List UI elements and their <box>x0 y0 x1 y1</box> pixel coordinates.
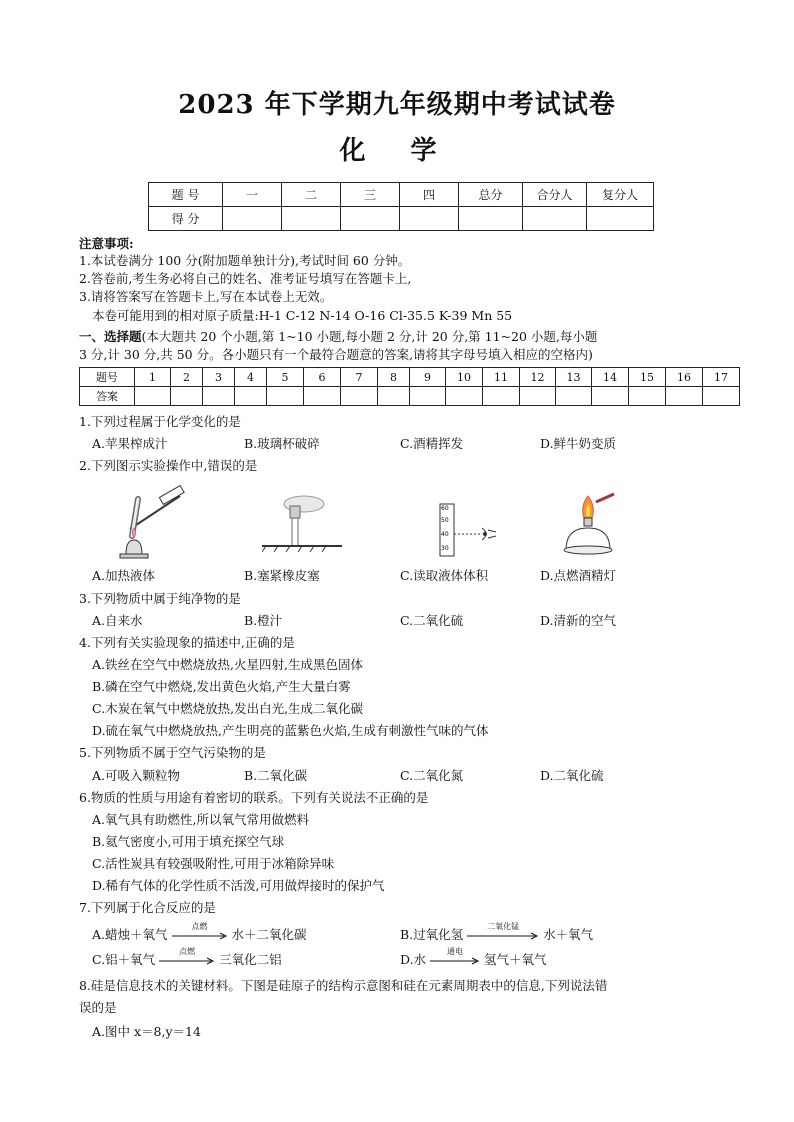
products: 水＋氧气 <box>543 927 594 942</box>
question-4-stem: 4.下列有关实验现象的描述中,正确的是 <box>79 635 295 650</box>
question-1-stem: 1.下列过程属于化学变化的是 <box>79 414 241 429</box>
score-header-cell: 四 <box>400 183 459 207</box>
q6-option-b: B.氦气密度小,可用于填充探空气球 <box>92 834 285 849</box>
atomic-mass-note: 本卷可能用到的相对原子质量:H-1 C-12 N-14 O-16 Cl-35.5 K-39 Mn 55 <box>92 308 513 323</box>
tick-label: 30 <box>441 545 449 552</box>
score-table <box>148 182 654 231</box>
note-item: 2.答卷前,考生务必将自己的姓名、准考证号填写在答题卡上, <box>79 271 412 286</box>
question-5-stem: 5.下列物质不属于空气污染物的是 <box>79 745 266 760</box>
answer-cell[interactable] <box>135 387 171 406</box>
answer-row-label: 答案 <box>80 387 135 406</box>
q1-option-b: B.玻璃杯破碎 <box>244 436 320 451</box>
q4-option-c: C.木炭在氧气中燃烧放热,发出白光,生成二氧化碳 <box>92 701 364 716</box>
q7-option-a <box>92 921 307 943</box>
q4-option-d: D.硫在氧气中燃烧放热,产生明亮的蓝紫色火焰,生成有刺激性气味的气体 <box>92 723 489 738</box>
reaction-arrow <box>159 946 215 967</box>
answer-number-cell: 4 <box>235 368 267 387</box>
page-title: 2023 年下学期九年级期中考试试卷 <box>178 90 616 120</box>
answer-number-cell: 2 <box>171 368 203 387</box>
answer-table <box>79 367 740 406</box>
score-header-cell: 题 号 <box>149 183 223 207</box>
reactants: D.水 <box>400 952 427 967</box>
score-header-cell: 二 <box>282 183 341 207</box>
answer-number-cell: 14 <box>592 368 629 387</box>
answer-number-cell: 17 <box>703 368 740 387</box>
q8-option-a: A.图中 x＝8,y＝14 <box>92 1024 201 1039</box>
answer-number-cell: 11 <box>483 368 520 387</box>
answer-number-cell: 1 <box>135 368 171 387</box>
score-header-cell: 复分人 <box>587 183 654 207</box>
answer-cell[interactable] <box>446 387 483 406</box>
answer-number-cell: 12 <box>520 368 556 387</box>
answer-cell[interactable] <box>304 387 341 406</box>
section-label: 一、选择题 <box>79 329 142 344</box>
arrow-icon <box>430 955 480 967</box>
stopper-figure <box>262 486 342 556</box>
arrow-icon <box>159 955 215 967</box>
tick-label: 50 <box>441 517 449 524</box>
answer-number-cell: 13 <box>556 368 592 387</box>
answer-number-cell: 9 <box>410 368 446 387</box>
question-3-stem: 3.下列物质中属于纯净物的是 <box>79 591 241 606</box>
q5-option-a: A.可吸入颗粒物 <box>92 768 181 783</box>
arrow-icon <box>172 930 228 942</box>
q5-option-b: B.二氧化碳 <box>244 768 308 783</box>
answer-number-cell: 5 <box>267 368 304 387</box>
reaction-condition: 点燃 <box>179 946 196 956</box>
answer-number-cell: 8 <box>378 368 410 387</box>
reactants: A.蜡烛＋氧气 <box>92 927 168 942</box>
tick-label: 40 <box>441 531 449 538</box>
score-cell[interactable] <box>282 207 341 231</box>
answer-cell[interactable] <box>483 387 520 406</box>
reaction-arrow <box>467 921 539 942</box>
answer-number-cell: 6 <box>304 368 341 387</box>
answer-cell[interactable] <box>629 387 666 406</box>
arrow-icon <box>467 930 539 942</box>
note-item: 3.请将答案写在答题卡上,写在本试卷上无效。 <box>79 289 333 304</box>
answer-cell[interactable] <box>267 387 304 406</box>
q6-option-d: D.稀有气体的化学性质不活泼,可用做焊接时的保护气 <box>92 878 385 893</box>
q2-option-b: B.塞紧橡皮塞 <box>244 568 320 583</box>
score-cell[interactable] <box>459 207 523 231</box>
answer-cell[interactable] <box>703 387 740 406</box>
score-cell[interactable] <box>223 207 282 231</box>
products: 三氧化二铝 <box>219 952 282 967</box>
answer-cell[interactable] <box>592 387 629 406</box>
q2-option-c: C.读取液体体积 <box>400 568 489 583</box>
answer-cell[interactable] <box>203 387 235 406</box>
score-cell[interactable] <box>587 207 654 231</box>
question-6-stem: 6.物质的性质与用途有着密切的联系。下列有关说法不正确的是 <box>79 790 429 805</box>
section-desc-2: 3 分,计 30 分,共 50 分。各小题只有一个最符合题意的答案,请将其字母号填入相应的空格内) <box>79 347 593 362</box>
q6-option-c: C.活性炭具有较强吸附性,可用于冰箱除异味 <box>92 856 335 871</box>
answer-header-label: 题号 <box>80 368 135 387</box>
q7-option-c <box>92 946 282 968</box>
subject-title: 化 学 <box>339 136 455 166</box>
tick-label: 60 <box>441 505 449 512</box>
answer-cell[interactable] <box>410 387 446 406</box>
reaction-arrow <box>430 946 480 967</box>
reaction-condition: 点燃 <box>191 921 208 931</box>
answer-cell[interactable] <box>520 387 556 406</box>
q3-option-a: A.自来水 <box>92 613 143 628</box>
answer-number-cell: 7 <box>341 368 378 387</box>
q3-option-c: C.二氧化硫 <box>400 613 464 628</box>
section-heading <box>79 327 597 345</box>
q6-option-a: A.氧气具有助燃性,所以氧气常用做燃料 <box>92 812 309 827</box>
answer-cell[interactable] <box>556 387 592 406</box>
q5-option-d: D.二氧化硫 <box>540 768 604 783</box>
score-cell[interactable] <box>400 207 459 231</box>
q3-option-b: B.橙汁 <box>244 613 283 628</box>
products: 氢气＋氧气 <box>484 952 547 967</box>
answer-number-cell: 16 <box>666 368 703 387</box>
reactants: B.过氧化氢 <box>400 927 464 942</box>
alcohol-lamp-figure <box>556 488 626 560</box>
q7-option-d <box>400 946 547 968</box>
q2-option-d: D.点燃酒精灯 <box>540 568 617 583</box>
reaction-arrow <box>172 921 228 942</box>
score-header-cell: 三 <box>341 183 400 207</box>
note-item: 1.本试卷满分 100 分(附加题单独计分),考试时间 60 分钟。 <box>79 253 411 268</box>
question-8-stem-cont: 误的是 <box>79 1000 117 1015</box>
q1-option-a: A.苹果榨成汁 <box>92 436 168 451</box>
answer-cell[interactable] <box>341 387 378 406</box>
q1-option-c: C.酒精挥发 <box>400 436 464 451</box>
q7-option-b <box>400 921 594 943</box>
answer-number-cell: 15 <box>629 368 666 387</box>
reaction-condition: 二氧化锰 <box>487 921 520 931</box>
cylinder-reading-figure <box>430 502 510 560</box>
question-7-stem: 7.下列属于化合反应的是 <box>79 900 216 915</box>
answer-number-cell: 3 <box>203 368 235 387</box>
answer-number-cell: 10 <box>446 368 483 387</box>
q4-option-b: B.磷在空气中燃烧,发出黄色火焰,产生大量白雾 <box>92 679 351 694</box>
answer-cell[interactable] <box>666 387 703 406</box>
answer-cell[interactable] <box>235 387 267 406</box>
question-2-stem: 2.下列图示实验操作中,错误的是 <box>79 458 258 473</box>
answer-cell[interactable] <box>378 387 410 406</box>
q2-option-a: A.加热液体 <box>92 568 156 583</box>
score-cell[interactable] <box>523 207 587 231</box>
q1-option-d: D.鲜牛奶变质 <box>540 436 617 451</box>
score-header-cell: 合分人 <box>523 183 587 207</box>
section-desc: (本大题共 20 个小题,第 1~10 小题,每小题 2 分,计 20 分,第 11~20 小题,每小题 <box>141 329 598 344</box>
reactants: C.铝＋氧气 <box>92 952 156 967</box>
score-row-label: 得 分 <box>149 207 223 231</box>
q5-option-c: C.二氧化氮 <box>400 768 464 783</box>
q4-option-a: A.铁丝在空气中燃烧放热,火星四射,生成黑色固体 <box>92 657 363 672</box>
score-cell[interactable] <box>341 207 400 231</box>
heating-liquid-figure <box>110 484 190 564</box>
reaction-condition: 通电 <box>447 946 464 956</box>
notes-heading: 注意事项: <box>79 236 134 251</box>
question-8-stem: 8.硅是信息技术的关键材料。下图是硅原子的结构示意图和硅在元素周期表中的信息,下列说法错 <box>79 978 608 993</box>
score-header-cell: 总分 <box>459 183 523 207</box>
q3-option-d: D.清新的空气 <box>540 613 617 628</box>
score-header-cell: 一 <box>223 183 282 207</box>
products: 水＋二氧化碳 <box>231 927 307 942</box>
answer-cell[interactable] <box>171 387 203 406</box>
